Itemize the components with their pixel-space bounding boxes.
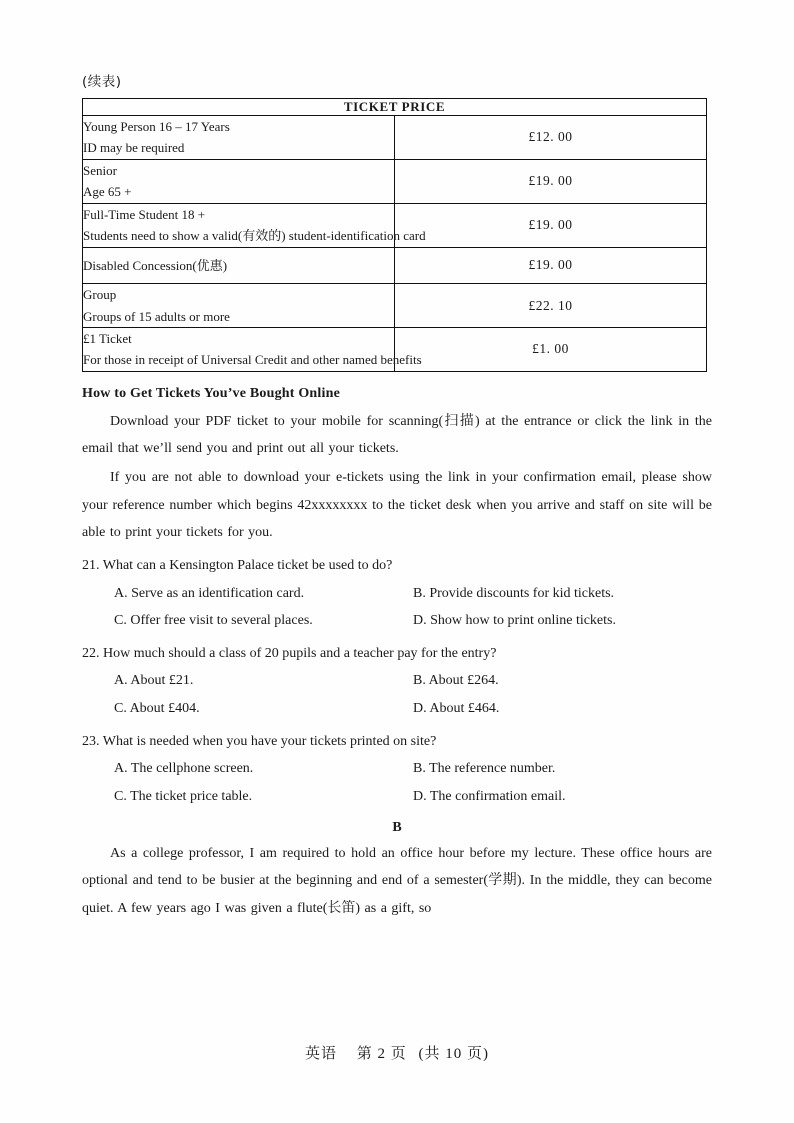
table-row bbox=[83, 327, 707, 371]
ticket-type-line2: Age 65 + bbox=[83, 184, 132, 200]
ticket-price-cell: £12. 00 bbox=[395, 116, 707, 160]
option-c[interactable]: C. About £404. bbox=[114, 700, 200, 716]
option-b[interactable]: B. Provide discounts for kid tickets. bbox=[413, 585, 615, 601]
table-row bbox=[83, 159, 707, 203]
section-label-b: B bbox=[392, 819, 402, 835]
ticket-type-cell bbox=[83, 284, 395, 328]
ticket-type-cell bbox=[83, 116, 395, 160]
ticket-type-cell bbox=[83, 159, 395, 203]
ticket-price-cell: £22. 10 bbox=[395, 284, 707, 328]
ticket-price-cell: £1. 00 bbox=[395, 327, 707, 371]
question-option-row bbox=[82, 580, 712, 607]
option-a[interactable]: A. Serve as an identification card. bbox=[114, 585, 305, 601]
option-c[interactable]: C. The ticket price table. bbox=[114, 788, 253, 804]
page-content bbox=[82, 70, 712, 924]
ticket-price-cell: £19. 00 bbox=[395, 203, 707, 247]
table-header-row bbox=[83, 99, 707, 116]
question-option-row bbox=[82, 755, 712, 782]
option-a[interactable]: A. About £21. bbox=[114, 673, 194, 689]
section-subheading: How to Get Tickets You’ve Bought Online bbox=[82, 385, 341, 401]
table-row bbox=[83, 116, 707, 160]
paragraph-online-tickets-1: Download your PDF ticket to your mobile for scanning(扫描) at the entrance or click the link in the email that we’ll send you and print out all your tickets. bbox=[82, 413, 712, 457]
question-option-row bbox=[82, 667, 712, 694]
footer-subject: 英语 bbox=[304, 1044, 337, 1062]
question-22 bbox=[82, 640, 712, 722]
ticket-type-line2: Groups of 15 adults or more bbox=[83, 308, 230, 324]
ticket-price-cell: £19. 00 bbox=[395, 247, 707, 283]
option-d[interactable]: D. The confirmation email. bbox=[413, 788, 566, 804]
ticket-type-cell bbox=[83, 327, 422, 371]
paragraph-section-b: As a college professor, I am required to hold an office hour before my lecture. These office hours are optional and tend to be busier at the beginning and end of a semester(学期). In the middle, they can become quiet. A few years ago I was given a flute(长笛) as a gift, so bbox=[82, 845, 712, 916]
ticket-type-line1: Disabled Concession(优惠) bbox=[83, 257, 228, 273]
ticket-type-line1: Senior bbox=[83, 162, 117, 178]
ticket-type-line2: ID may be required bbox=[83, 140, 185, 156]
option-a[interactable]: A. The cellphone screen. bbox=[114, 761, 254, 777]
ticket-type-line1: £1 Ticket bbox=[83, 330, 132, 346]
footer-total-pages: (共 10 页) bbox=[418, 1046, 490, 1062]
table-title: TICKET PRICE bbox=[83, 99, 707, 116]
ticket-type-line2: Students need to show a valid(有效的) student-identification card bbox=[83, 228, 426, 244]
question-stem: 22. How much should a class of 20 pupils and a teacher pay for the entry? bbox=[82, 646, 497, 662]
question-option-row bbox=[82, 695, 712, 722]
option-d[interactable]: D. About £464. bbox=[413, 700, 500, 716]
ticket-price-table bbox=[82, 98, 707, 372]
paragraph-online-tickets-2: If you are not able to download your e-tickets using the link in your confirmation email, please show your reference number which begins 42xxxxxxxx to the ticket desk when you arrive and staff on site will be able to print your tickets for you. bbox=[82, 470, 712, 540]
table-row bbox=[83, 247, 707, 283]
page-footer bbox=[0, 1042, 794, 1063]
option-b[interactable]: B. The reference number. bbox=[413, 761, 556, 777]
option-c[interactable]: C. Offer free visit to several places. bbox=[114, 612, 313, 628]
table-row bbox=[83, 284, 707, 328]
question-21 bbox=[82, 552, 712, 634]
ticket-price-cell: £19. 00 bbox=[395, 159, 707, 203]
question-option-row bbox=[82, 783, 712, 810]
continued-label: (续表) bbox=[82, 74, 122, 90]
footer-page-number: 第 2 页 bbox=[356, 1046, 407, 1062]
ticket-type-line1: Group bbox=[83, 287, 117, 303]
question-stem: 23. What is needed when you have your tickets printed on site? bbox=[82, 734, 437, 750]
ticket-type-line1: Young Person 16 – 17 Years bbox=[83, 119, 230, 134]
table-row bbox=[83, 203, 707, 247]
option-d[interactable]: D. Show how to print online tickets. bbox=[413, 612, 616, 628]
ticket-type-cell bbox=[83, 203, 426, 247]
ticket-type-cell bbox=[83, 247, 395, 283]
ticket-type-line1: Full-Time Student 18 + bbox=[83, 206, 206, 222]
question-stem: 21. What can a Kensington Palace ticket be used to do? bbox=[82, 558, 393, 574]
ticket-type-line2: For those in receipt of Universal Credit and other named benefits bbox=[83, 352, 422, 368]
option-b[interactable]: B. About £264. bbox=[413, 673, 499, 689]
question-option-row bbox=[82, 607, 712, 634]
question-23 bbox=[82, 728, 712, 810]
